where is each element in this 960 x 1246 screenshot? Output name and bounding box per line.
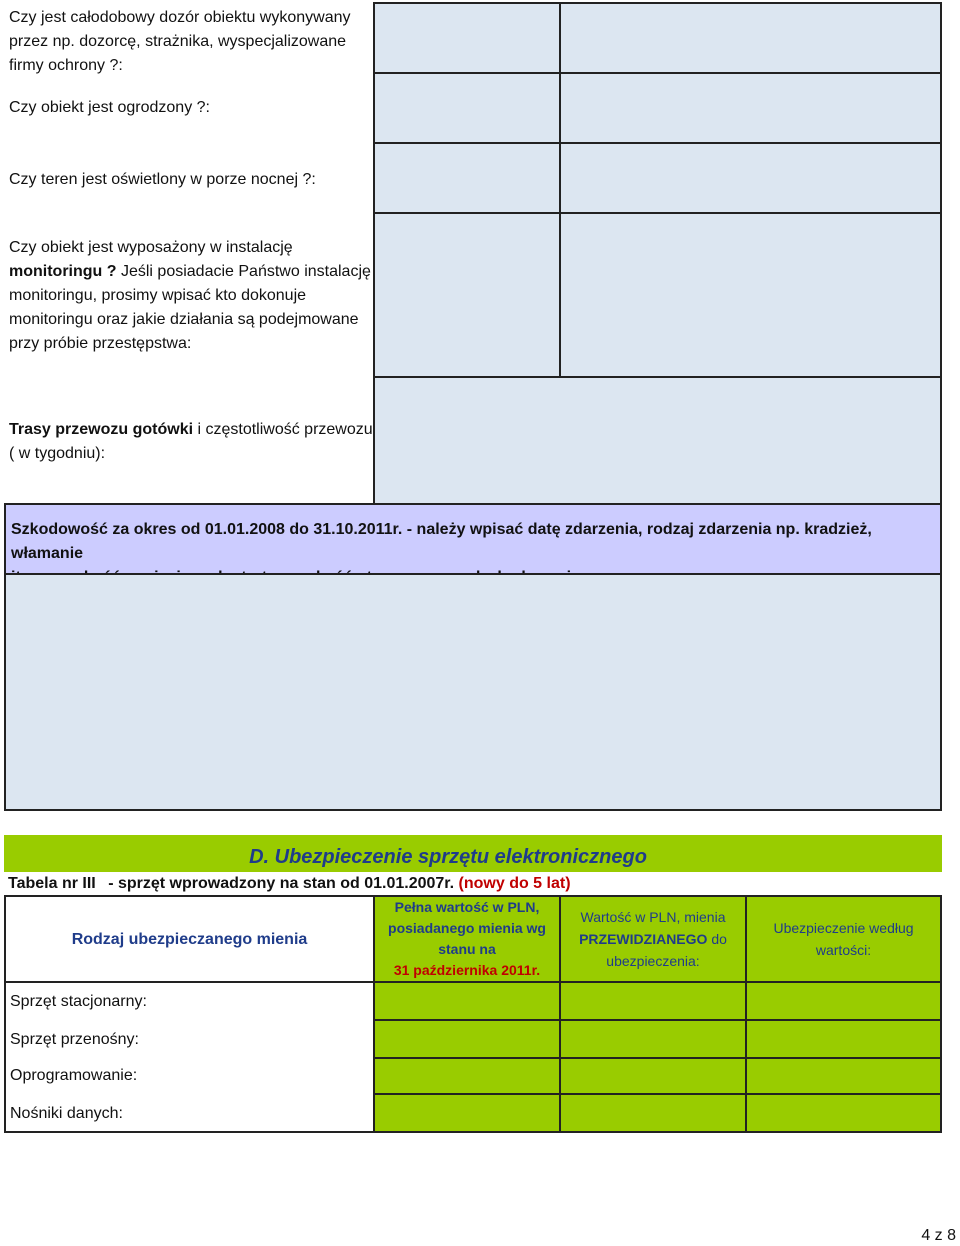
table-caption (8, 873, 938, 895)
cell-software-basis[interactable] (745, 1057, 942, 1095)
table-row-software: Oprogramowanie: (10, 1067, 138, 1084)
damages-input[interactable] (4, 573, 942, 811)
answer-monitoring-b[interactable] (559, 212, 942, 378)
page-number: 4 z 8 (921, 1227, 956, 1244)
table-description: - sprzęt wprowadzony na stan od 01.01.2007r. (108, 875, 455, 892)
cell-portable-full[interactable] (373, 1019, 561, 1059)
cell-media-basis[interactable] (745, 1093, 942, 1133)
table-row-media: Nośniki danych: (10, 1105, 123, 1122)
table3-body (4, 981, 942, 1133)
section-d-title: D. Ubezpieczenie sprzętu elektronicznego (249, 846, 647, 868)
col-header-type-label: Rodzaj ubezpieczanego mienia (71, 930, 308, 948)
cell-media-insured[interactable] (559, 1093, 747, 1133)
insured-value-line3: ubezpieczenia: (606, 953, 700, 969)
answer-guard-b[interactable] (559, 2, 942, 74)
answer-cash-transport[interactable] (373, 376, 942, 505)
question-monitoring (4, 232, 374, 372)
question-guard: Czy jest całodobowy dozór obiektu wykonywany przez np. dozorcę, strażnika, wyspecjalizowane firmy ochrony ?: (9, 9, 351, 74)
question-fenced: Czy obiekt jest ogrodzony ?: (9, 99, 210, 116)
full-value-line3: stanu na (438, 941, 496, 957)
section-d-header (4, 835, 942, 872)
cell-media-full[interactable] (373, 1093, 561, 1133)
question-cash-transport (4, 414, 374, 474)
insured-value-line1: Wartość w PLN, mienia (580, 909, 726, 925)
answer-monitoring-a[interactable] (373, 212, 561, 378)
answer-fenced-b[interactable] (559, 72, 942, 144)
table-row-portable: Sprzęt przenośny: (10, 1031, 139, 1048)
cell-software-insured[interactable] (559, 1057, 747, 1095)
damages-header (4, 503, 942, 575)
cash-transport-keyword: Trasy przewozu gotówki (9, 421, 194, 438)
question-lighting: Czy teren jest oświetlony w porze nocnej ?: (9, 171, 316, 188)
monitoring-detail: Jeśli posiadacie Państwo instalację monitoringu, prosimy wpisać kto dokonuje monitoringu oraz jakie działania są podejmowane przy próbie przestępstwa: (9, 263, 371, 352)
cell-stationary-basis[interactable] (745, 981, 942, 1021)
table-note: (nowy do 5 lat) (454, 875, 571, 892)
answer-fenced-a[interactable] (373, 72, 561, 144)
table-row-stationary: Sprzęt stacjonarny: (10, 993, 147, 1010)
cell-portable-insured[interactable] (559, 1019, 747, 1059)
insured-value-line2 (579, 928, 727, 950)
table3-header-row (4, 895, 942, 983)
insured-value-keyword: PRZEWIDZIANEGO (579, 931, 708, 947)
cell-portable-basis[interactable] (745, 1019, 942, 1059)
col-header-insurance-basis (745, 895, 942, 983)
monitoring-keyword: monitoringu ? (9, 263, 117, 280)
answer-lighting-a[interactable] (373, 142, 561, 214)
full-value-date: 31 października 2011r. (393, 962, 541, 978)
damages-line1: Szkodowość za okres od 01.01.2008 do 31.10.2011r. - należy wpisać datę zdarzenia, rodzaj zdarzenia np. kradzież, włamanie (11, 521, 872, 562)
monitoring-line1: Czy obiekt jest wyposażony w instalację (9, 239, 293, 256)
insurance-basis-line2: wartości: (815, 942, 872, 958)
cell-software-full[interactable] (373, 1057, 561, 1095)
answer-guard-a[interactable] (373, 2, 561, 74)
col-header-full-value (373, 895, 561, 983)
full-value-line2: posiadanego mienia wg (388, 920, 546, 936)
answer-lighting-b[interactable] (559, 142, 942, 214)
col-header-type (4, 895, 375, 983)
cell-stationary-full[interactable] (373, 981, 561, 1021)
cash-transport-detail: i częstotliwość przewozu ( w tygodniu): (9, 421, 373, 462)
cell-stationary-insured[interactable] (559, 981, 747, 1021)
full-value-line1: Pełna wartość w PLN, (394, 899, 540, 915)
table-number: Tabela nr III (8, 875, 96, 892)
insured-value-do: do (707, 931, 727, 947)
col-header-insured-value (559, 895, 747, 983)
insurance-basis-line1: Ubezpieczenie według (773, 920, 914, 936)
